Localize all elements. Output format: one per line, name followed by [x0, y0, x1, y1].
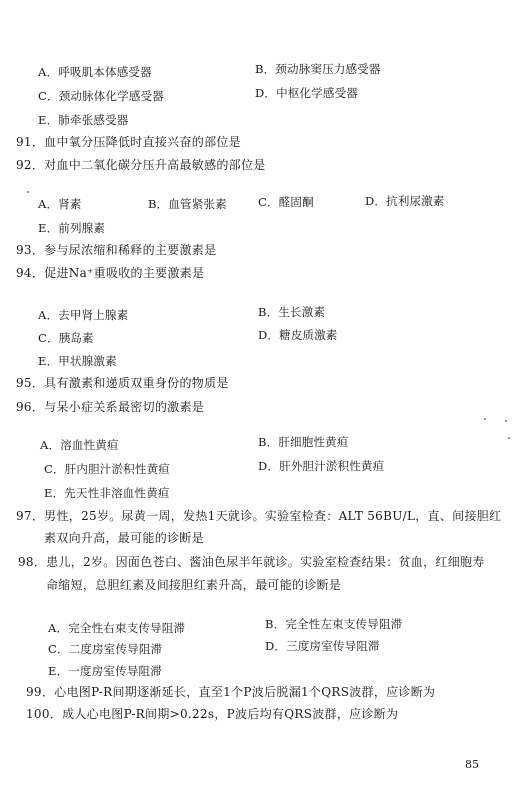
- option-a-5: A．完全性右束支传导阻滞: [48, 621, 186, 635]
- option-b-5: B．完全性左束支传导阻滞: [265, 617, 403, 631]
- scan-speck: [505, 420, 507, 422]
- option-e-2: E．前列腺素: [38, 221, 106, 235]
- option-e-4: E．先天性非溶血性黄疸: [44, 486, 170, 500]
- option-a-1: A．呼吸肌本体感受器: [38, 65, 152, 79]
- option-b-2: B．血管紧张素: [148, 197, 227, 211]
- question-98-line-2: 命缩短，总胆红素及间接胆红素升高，最可能的诊断是: [46, 578, 342, 592]
- option-a-4: A．溶血性黄疸: [40, 438, 119, 452]
- question-99: 99．心电图P-R间期逐渐延长，直至1个P波后脱漏1个QRS波群，应诊断为: [26, 685, 436, 699]
- question-94: 94．促进Na⁺重吸收的主要激素是: [16, 266, 205, 280]
- question-97-line-1: 97．男性，25岁。尿黄一周，发热1天就诊。实验室检查：ALT 56BU/L，直、间接胆红: [16, 509, 502, 523]
- option-b-4: B．肝细胞性黄疸: [258, 435, 349, 449]
- question-92: 92．对血中二氧化碳分压升高最敏感的部位是: [16, 158, 266, 172]
- question-95: 95．具有激素和递质双重身份的物质是: [16, 376, 229, 390]
- question-91: 91．血中氧分压降低时直接兴奋的部位是: [16, 135, 241, 149]
- option-e-3: E．甲状腺激素: [38, 354, 117, 368]
- option-b-1: B．颈动脉窦压力感受器: [255, 62, 381, 76]
- option-d-4: D．肝外胆汁淤积性黄疸: [258, 459, 385, 473]
- option-b-3: B．生长激素: [258, 305, 326, 319]
- option-d-2: D．抗利尿激素: [365, 194, 445, 208]
- option-c-5: C．二度房室传导阻滞: [48, 642, 163, 656]
- question-96: 96．与呆小症关系最密切的激素是: [16, 400, 205, 414]
- option-c-2: C．醛固酮: [258, 195, 314, 209]
- option-c-4: C．肝内胆汁淤积性黄疸: [44, 462, 170, 476]
- option-d-3: D．糖皮质激素: [258, 328, 338, 342]
- option-c-3: C．胰岛素: [38, 331, 94, 345]
- option-d-1: D．中枢化学感受器: [255, 86, 359, 100]
- question-97-line-2: 素双向升高，最可能的诊断是: [44, 531, 204, 545]
- option-a-2: A．肾素: [38, 197, 82, 211]
- option-e-5: E．一度房室传导阻滞: [48, 664, 162, 678]
- option-e-1: E．肺牵张感受器: [38, 113, 129, 127]
- page-number: 85: [465, 758, 479, 771]
- scan-speck: [508, 437, 510, 439]
- option-a-3: A．去甲肾上腺素: [38, 308, 129, 322]
- scan-speck: [484, 418, 486, 420]
- option-d-5: D．三度房室传导阻滞: [265, 639, 380, 653]
- question-98-line-1: 98．患儿，2岁。因面色苍白、酱油色尿半年就诊。实验室检查结果：贫血，红细胞寿: [18, 555, 485, 569]
- question-100: 100．成人心电图P-R间期>0.22s，P波后均有QRS波群，应诊断为: [26, 707, 399, 721]
- question-93: 93．参与尿浓缩和稀释的主要激素是: [16, 243, 217, 257]
- scan-speck: [27, 191, 29, 193]
- option-c-1: C．颈动脉体化学感受器: [38, 89, 164, 103]
